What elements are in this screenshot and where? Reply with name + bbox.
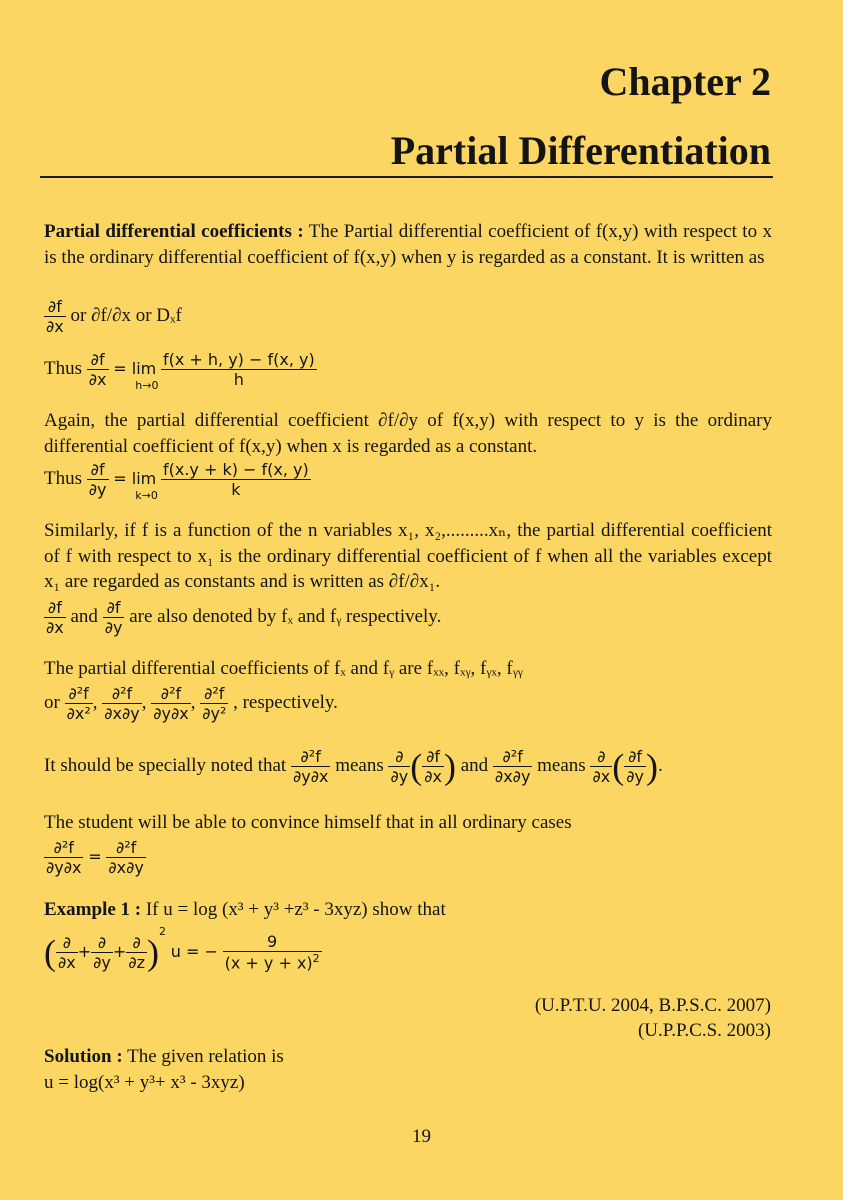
lhs-fraction: $\frac{\partial f}{\partial x}$ bbox=[88, 350, 107, 389]
limit-fraction: $\frac{f(x + h, y) - f(x, y)}{h}$ bbox=[162, 350, 315, 389]
convince-line: The student will be able to convince himself that in all ordinary cases bbox=[44, 812, 572, 833]
similarly-paragraph: Similarly, if f is a function of the n variables x₁, x₂,.........xₙ, the partial differential coefficient of f with respect to x₁ is the ordinary differential coefficient of f when all the variables except x₁ are regarded as constants and is written as ∂f/∂x₁. bbox=[44, 520, 772, 592]
denoted-line: $\frac{\partial f}{\partial x}$ and $\frac{\partial f}{\partial y}$ are also denoted by fₓ and fᵧ respectively. bbox=[46, 598, 442, 637]
reference-2: (U.P.P.C.S. 2003) bbox=[637, 1020, 771, 1041]
chapter-label: Chapter 2 bbox=[599, 59, 771, 104]
solution-equation: u = log(x³ + y³+ x³ - 3xyz) bbox=[44, 1072, 245, 1093]
example-equation: ( $\frac{\partial}{\partial x}$ + $\frac{\partial}{\partial y}$ + $\frac{\partial}{\partial z}$ )$^2$ u = − $\frac{9}{(x + y + x)^2}$ bbox=[44, 925, 320, 973]
notation-line bbox=[44, 297, 182, 336]
again-paragraph: Again, the partial differential coefficient ∂f/∂y of f(x,y) with respect to y is the ordinary differential coefficient of f(x,y) when x is regarded as a constant. bbox=[44, 410, 772, 457]
df-dx-fraction: $\frac{\partial f}{\partial x}$ bbox=[46, 297, 64, 336]
page-number: 19 bbox=[412, 1126, 431, 1147]
equality-line: $\frac{\text{∂²f}}{\partial y\partial x}$ = $\frac{\text{∂²f}}{\partial x\partial y}$ bbox=[46, 838, 144, 877]
solution-label: Solution : bbox=[44, 1046, 123, 1067]
notation-rest: or ∂f/∂x or Dₓf bbox=[70, 304, 182, 326]
title-rule bbox=[40, 176, 773, 178]
or-line: or $\frac{\text{∂²f}}{\text{∂x²}}$ , $\frac{\text{∂²f}}{\partial x\partial y}$ , $\frac{\text{∂²f}}{\partial y\partial x}$ , $\frac{\text{∂²f}}{\text{∂y²}}$ , respectively. bbox=[44, 684, 338, 723]
noted-line: It should be specially noted that $\frac{\text{∂²f}}{\partial y\partial x}$ means $\frac{\partial}{\partial y}$ ( $\frac{\partial f}{\partial x}$ ) and $\frac{\text{∂²f}}{\partial x\partial y}$ means $\frac{\partial}{\partial x}$ ( $\frac{\partial f}{\partial y}$ ). bbox=[44, 746, 663, 787]
example-line: Example 1 : If u = log (x³ + y³ +z³ - 3xyz) show that bbox=[44, 899, 446, 920]
limit-y-line: Thus $\frac{\partial f}{\partial y}$ = lim k→0 $\frac{f(x.y + k) - f(x, y)}{k}$ bbox=[44, 460, 309, 502]
limit-x-line: Thus $\frac{\partial f}{\partial x}$ = lim h→0 $\frac{f(x + h, y) - f(x, y)}{h}$ bbox=[44, 350, 315, 392]
chapter-title: Partial Differentiation bbox=[390, 128, 771, 173]
definition-heading: Partial differential coefficients : bbox=[44, 221, 304, 242]
reference-1: (U.P.T.U. 2004, B.P.S.C. 2007) bbox=[534, 995, 771, 1016]
solution-line: Solution : The given relation is bbox=[44, 1046, 284, 1067]
definition-text: The Partial differential coefficient of f(x,y) with respect to x is the ordinary differential coefficient of f(x,y) when y is regarded as a constant. It is written as bbox=[44, 221, 772, 268]
example-label: Example 1 : bbox=[44, 899, 142, 920]
definition-paragraph bbox=[44, 219, 772, 270]
second-order-line: The partial differential coefficients of fₓ and fᵧ are fₓₓ, fₓᵧ, fᵧₓ, fᵧᵧ bbox=[44, 658, 523, 679]
